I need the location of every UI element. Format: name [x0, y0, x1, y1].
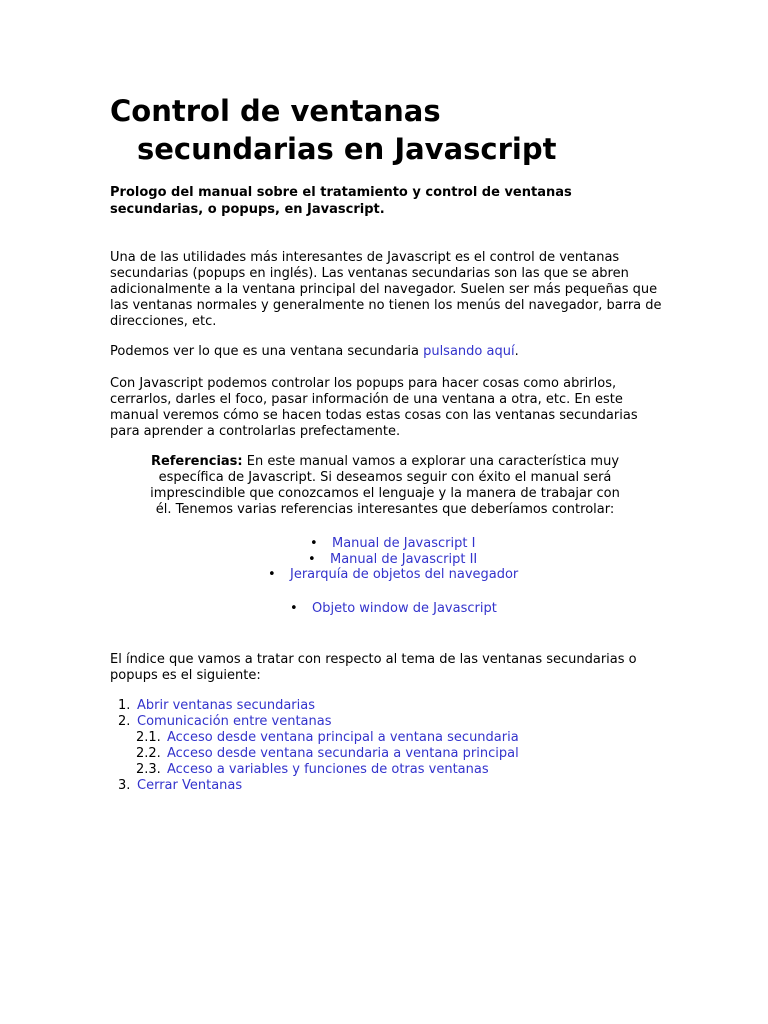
control-paragraph: Con Javascript podemos controlar los popups para hacer cosas como abrirlos, cerrarlos, darles el foco, pasar información de una ventana a otra, etc. En este manual veremos cómo se hacen todas estas cosas con las ventanas secundarias para aprender a controlarlas prefectamente.	[110, 376, 638, 439]
reference-link-manual-js-1[interactable]: Manual de Javascript I	[332, 536, 476, 551]
index-link-abrir[interactable]: Abrir ventanas secundarias	[137, 698, 315, 713]
references-box	[150, 454, 620, 518]
bullet-icon: •	[310, 536, 318, 551]
popup-demo-link[interactable]: pulsando aquí	[423, 344, 515, 359]
demo-prefix: Podemos ver lo que es una ventana secundaria	[110, 344, 424, 359]
reference-item	[268, 567, 518, 583]
index-number: 3.	[118, 778, 131, 793]
index-item	[118, 698, 638, 714]
page-title-line-1: Control de ventanas	[110, 94, 441, 128]
demo-paragraph	[110, 344, 662, 360]
reference-link-window-object[interactable]: Objeto window de Javascript	[312, 601, 497, 616]
intro-paragraph: Una de las utilidades más interesantes de Javascript es el control de ventanas secundarias (popups en inglés). Las ventanas secundarias son las que se abren adicionalmente a la ventana principal del navegador. Suelen ser más pequeñas que las ventanas normales y generalmente no tienen los menús del navegador, barra de direcciones, etc.	[110, 250, 662, 329]
reference-item	[308, 552, 477, 568]
index-item	[118, 714, 638, 730]
index-subitem	[118, 730, 638, 746]
index-link-variables-funciones[interactable]: Acceso a variables y funciones de otras ventanas	[167, 762, 489, 777]
index-link-cerrar[interactable]: Cerrar Ventanas	[137, 778, 243, 793]
reference-link-manual-js-2[interactable]: Manual de Javascript II	[330, 552, 478, 567]
reference-item	[290, 601, 497, 617]
index-link-comunicacion[interactable]: Comunicación entre ventanas	[137, 714, 332, 729]
reference-item	[310, 536, 475, 552]
index-number: 2.	[118, 714, 131, 729]
bullet-icon: •	[308, 552, 316, 567]
references-label: Referencias:	[150, 454, 243, 469]
subtitle: Prologo del manual sobre el tratamiento y control de ventanas secundarias, o popups, en Javascript.	[110, 185, 572, 217]
index-subitem	[118, 746, 638, 762]
reference-link-browser-objects[interactable]: Jerarquía de objetos del navegador	[290, 567, 519, 582]
page-title	[110, 92, 670, 168]
bullet-icon: •	[290, 601, 298, 616]
index-subitem	[118, 762, 638, 778]
index-link-secundaria-a-principal[interactable]: Acceso desde ventana secundaria a ventana principal	[167, 746, 519, 761]
index-number: 2.3.	[136, 762, 161, 777]
index-intro: El índice que vamos a tratar con respecto al tema de las ventanas secundarias o popups es el siguiente:	[110, 652, 637, 683]
references-text: En este manual vamos a explorar una característica muy específica de Javascript. Si deseamos seguir con éxito el manual será imprescindible que conozcamos el lenguaje y la manera de trabajar con él. Tenemos varias referencias interesantes que deberíamos controlar:	[150, 454, 620, 517]
index-number: 2.2.	[136, 746, 161, 761]
index-list	[118, 698, 638, 794]
index-number: 1.	[118, 698, 131, 713]
index-number: 2.1.	[136, 730, 161, 745]
bullet-icon: •	[268, 567, 276, 582]
demo-suffix: .	[514, 344, 519, 359]
index-link-principal-a-secundaria[interactable]: Acceso desde ventana principal a ventana secundaria	[167, 730, 519, 745]
page-title-line-2: secundarias en Javascript	[137, 132, 557, 166]
index-item	[118, 778, 638, 794]
